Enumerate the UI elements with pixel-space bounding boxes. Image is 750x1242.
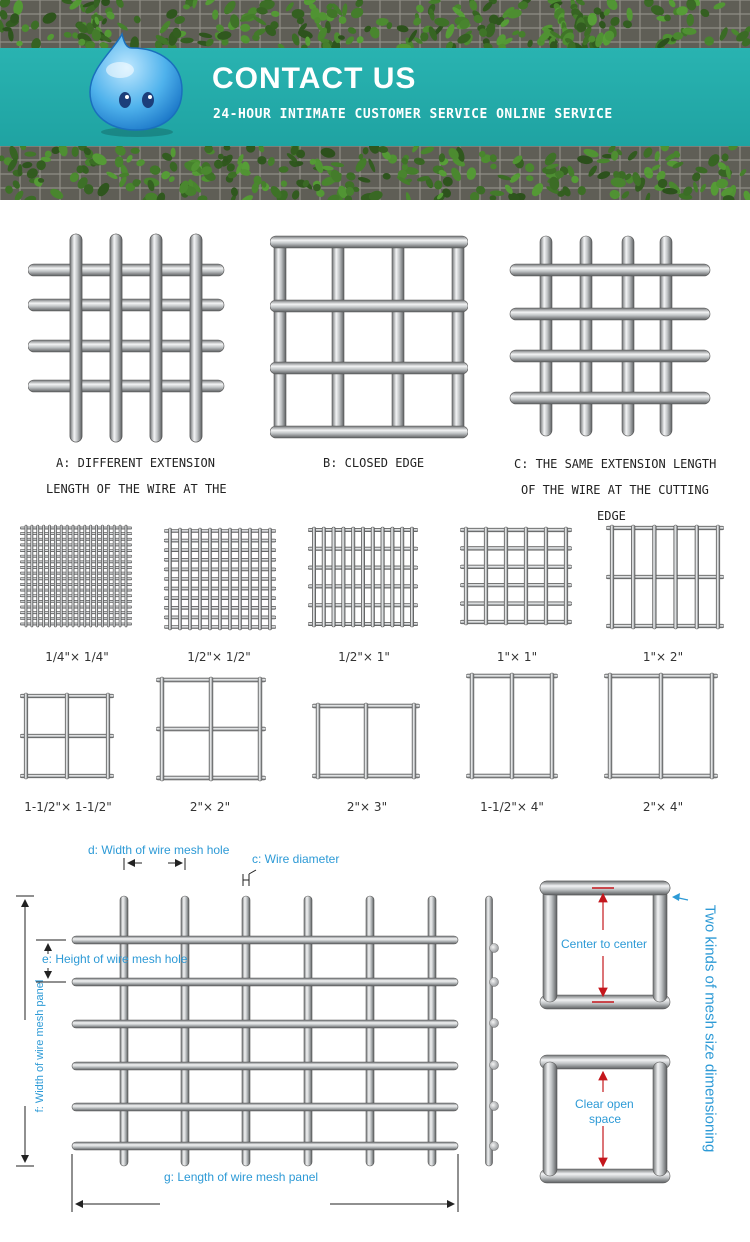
wire-rod bbox=[659, 673, 663, 779]
wire-rod bbox=[72, 525, 74, 627]
wire-rod bbox=[608, 673, 612, 779]
clear-open-label-line2: space bbox=[589, 1112, 622, 1126]
mesh-size-thumbnail bbox=[466, 670, 558, 782]
wire-cross-section bbox=[490, 1142, 499, 1151]
clear-open-label-line1: Clear open bbox=[575, 1097, 634, 1111]
wire-rod bbox=[54, 525, 56, 627]
wire-rod bbox=[484, 527, 488, 625]
banner-title: CONTACT US bbox=[212, 62, 417, 95]
wire-rod bbox=[391, 527, 394, 627]
wire-rod bbox=[270, 300, 468, 312]
wire-rod bbox=[653, 1062, 667, 1176]
mesh-size-label: 1"× 1" bbox=[496, 650, 538, 664]
wire-rod bbox=[653, 888, 667, 1002]
wire-rod bbox=[113, 525, 115, 627]
mesh-size-label: 1/4"× 1/4" bbox=[45, 650, 109, 664]
wire-rod bbox=[239, 528, 242, 630]
water-drop-mascot-icon bbox=[82, 28, 192, 138]
wire-rod bbox=[460, 565, 572, 569]
mesh-size-thumbnail bbox=[20, 690, 114, 782]
wire-rod bbox=[543, 1062, 557, 1176]
wire-rod bbox=[24, 693, 28, 779]
wire-rod bbox=[510, 308, 710, 320]
wire-rod bbox=[125, 525, 127, 627]
wire-rod bbox=[564, 527, 568, 625]
wire-rod bbox=[249, 528, 252, 630]
wire-rod bbox=[332, 238, 344, 436]
mesh-size-thumbnail bbox=[604, 670, 718, 782]
wire-rod bbox=[412, 703, 416, 779]
hole-height-label: e: Height of wire mesh hole bbox=[42, 952, 188, 966]
wire-rod bbox=[524, 527, 528, 625]
wire-rod bbox=[110, 234, 122, 442]
wire-rod bbox=[72, 1103, 458, 1111]
wire-rod bbox=[150, 234, 162, 442]
wire-rod bbox=[540, 1055, 670, 1069]
mesh-size-label: 1/2"× 1/2" bbox=[187, 650, 251, 664]
edge-c-caption-line3: EDGE bbox=[597, 509, 626, 523]
wire-rod bbox=[72, 978, 458, 986]
mesh-size-thumbnail bbox=[460, 524, 572, 628]
wire-rod bbox=[460, 602, 572, 606]
wire-rod bbox=[464, 527, 468, 625]
wire-rod bbox=[401, 527, 404, 627]
wire-rod bbox=[510, 392, 710, 404]
mesh-size-label: 2"× 2" bbox=[189, 800, 231, 814]
banner-subtitle: 24-HOUR INTIMATE CUSTOMER SERVICE ONLINE SERVICE bbox=[213, 107, 613, 122]
wire-rod bbox=[119, 525, 121, 627]
wire-rod bbox=[510, 350, 710, 362]
wire-rod bbox=[460, 547, 572, 551]
wire-rod bbox=[190, 234, 202, 442]
wire-rod bbox=[332, 527, 335, 627]
wire-rod bbox=[606, 575, 724, 579]
edge-type-c-figure bbox=[508, 234, 712, 438]
mesh-size-label: 2"× 4" bbox=[642, 800, 684, 814]
wire-rod bbox=[31, 525, 33, 627]
mesh-size-label: 2"× 3" bbox=[346, 800, 388, 814]
wire-rod bbox=[606, 526, 724, 530]
wire-rod bbox=[25, 525, 27, 627]
edge-type-b-figure bbox=[270, 234, 468, 440]
dimensioning-side-title: Two kinds of mesh size dimensioning bbox=[701, 904, 719, 1153]
edge-a-caption-line2: LENGTH OF THE WIRE AT THE bbox=[46, 482, 227, 496]
wire-rod bbox=[269, 528, 272, 630]
panel-width-label: f: Width of wire mesh panel bbox=[34, 979, 46, 1113]
wire-rod bbox=[674, 525, 678, 629]
ivy-fence-bottom bbox=[0, 146, 750, 200]
wire-rod bbox=[72, 1062, 458, 1070]
wire-rod bbox=[72, 1020, 458, 1028]
edge-a-caption-line1: A: DIFFERENT EXTENSION bbox=[56, 456, 215, 470]
wire-rod bbox=[209, 677, 213, 781]
wire-rod bbox=[504, 527, 508, 625]
wire-rod bbox=[60, 525, 62, 627]
wire-cross-section bbox=[490, 1019, 499, 1028]
mesh-size-dimensioning-figures bbox=[530, 870, 690, 1190]
wire-cross-section bbox=[490, 1102, 499, 1111]
wire-rod bbox=[65, 693, 69, 779]
wire-rod bbox=[460, 620, 572, 624]
wire-rod bbox=[72, 936, 458, 944]
wire-rod bbox=[322, 527, 325, 627]
wire-rod bbox=[209, 528, 212, 630]
edge-c-caption-line1: C: THE SAME EXTENSION LENGTH bbox=[514, 457, 717, 471]
wire-rod bbox=[219, 528, 222, 630]
wire-rod bbox=[312, 527, 315, 627]
edge-c-caption-line2: OF THE WIRE AT THE CUTTING bbox=[521, 483, 709, 497]
wire-rod bbox=[169, 528, 172, 630]
center-to-center-label: Center to center bbox=[561, 937, 648, 951]
wire-rod bbox=[84, 525, 86, 627]
wire-rod bbox=[270, 236, 468, 248]
wire-rod bbox=[452, 238, 464, 436]
mesh-size-label: 1"× 2" bbox=[642, 650, 684, 664]
wire-rod bbox=[107, 525, 109, 627]
wire-rod bbox=[160, 677, 164, 781]
wire-rod bbox=[189, 528, 192, 630]
wire-rod bbox=[716, 525, 720, 629]
wire-rod bbox=[410, 527, 413, 627]
wire-rod bbox=[72, 1142, 458, 1150]
wire-rod bbox=[90, 525, 92, 627]
wire-rod bbox=[258, 677, 262, 781]
wire-rod bbox=[43, 525, 45, 627]
wire-rod bbox=[460, 528, 572, 532]
wire-rod bbox=[544, 527, 548, 625]
pointer-arrow-head bbox=[672, 893, 680, 901]
wire-rod bbox=[381, 527, 384, 627]
wire-rod bbox=[710, 673, 714, 779]
wire-rod bbox=[364, 703, 368, 779]
wire-rod bbox=[653, 525, 657, 629]
wire-rod bbox=[550, 673, 554, 779]
wire-rod bbox=[540, 1169, 670, 1183]
mesh-size-thumbnail bbox=[20, 522, 132, 630]
wire-rod bbox=[66, 525, 68, 627]
wire-rod bbox=[229, 528, 232, 630]
wire-rod bbox=[510, 264, 710, 276]
wire-rod bbox=[274, 238, 286, 436]
wire-diameter-label: c: Wire diameter bbox=[252, 852, 340, 866]
wire-rod bbox=[610, 525, 614, 629]
wire-rod bbox=[631, 525, 635, 629]
edge-b-caption: B: CLOSED EDGE bbox=[323, 456, 425, 470]
wire-cross-section bbox=[490, 1061, 499, 1070]
mesh-size-thumbnail bbox=[606, 522, 724, 632]
hole-width-label: d: Width of wire mesh hole bbox=[88, 843, 230, 857]
wire-rod bbox=[70, 234, 82, 442]
wire-rod bbox=[48, 525, 50, 627]
wire-rod bbox=[371, 527, 374, 627]
wire-rod bbox=[470, 673, 474, 779]
wire-rod bbox=[460, 583, 572, 587]
wire-rod bbox=[361, 527, 364, 627]
mesh-size-thumbnail bbox=[308, 524, 418, 630]
wire-rod bbox=[352, 527, 355, 627]
wire-rod bbox=[606, 624, 724, 628]
mesh-size-thumbnail bbox=[156, 674, 266, 784]
mesh-size-label: 1-1/2"× 4" bbox=[480, 800, 544, 814]
edge-type-a-figure bbox=[28, 232, 228, 444]
wire-cross-section bbox=[490, 978, 499, 987]
wire-rod bbox=[316, 703, 320, 779]
wire-rod bbox=[179, 528, 182, 630]
wire-rod bbox=[78, 525, 80, 627]
panel-length-label: g: Length of wire mesh panel bbox=[164, 1170, 319, 1184]
wire-rod bbox=[106, 693, 110, 779]
mesh-size-thumbnail bbox=[312, 700, 420, 782]
wire-rod bbox=[270, 362, 468, 374]
mesh-size-thumbnail bbox=[164, 525, 276, 633]
wire-rod bbox=[259, 528, 262, 630]
wire-rod bbox=[510, 673, 514, 779]
wire-rod bbox=[342, 527, 345, 627]
wire-cross-section bbox=[490, 944, 499, 953]
mesh-size-label: 1-1/2"× 1-1/2" bbox=[24, 800, 112, 814]
wire-rod bbox=[543, 888, 557, 1002]
contact-banner bbox=[0, 0, 750, 200]
wire-rod bbox=[37, 525, 39, 627]
wire-rod bbox=[199, 528, 202, 630]
wire-rod bbox=[695, 525, 699, 629]
wire-rod bbox=[392, 238, 404, 436]
mesh-size-label: 1/2"× 1" bbox=[338, 650, 390, 664]
wire-rod bbox=[95, 525, 97, 627]
wire-rod bbox=[486, 896, 493, 1166]
wire-rod bbox=[101, 525, 103, 627]
wire-rod bbox=[270, 426, 468, 438]
